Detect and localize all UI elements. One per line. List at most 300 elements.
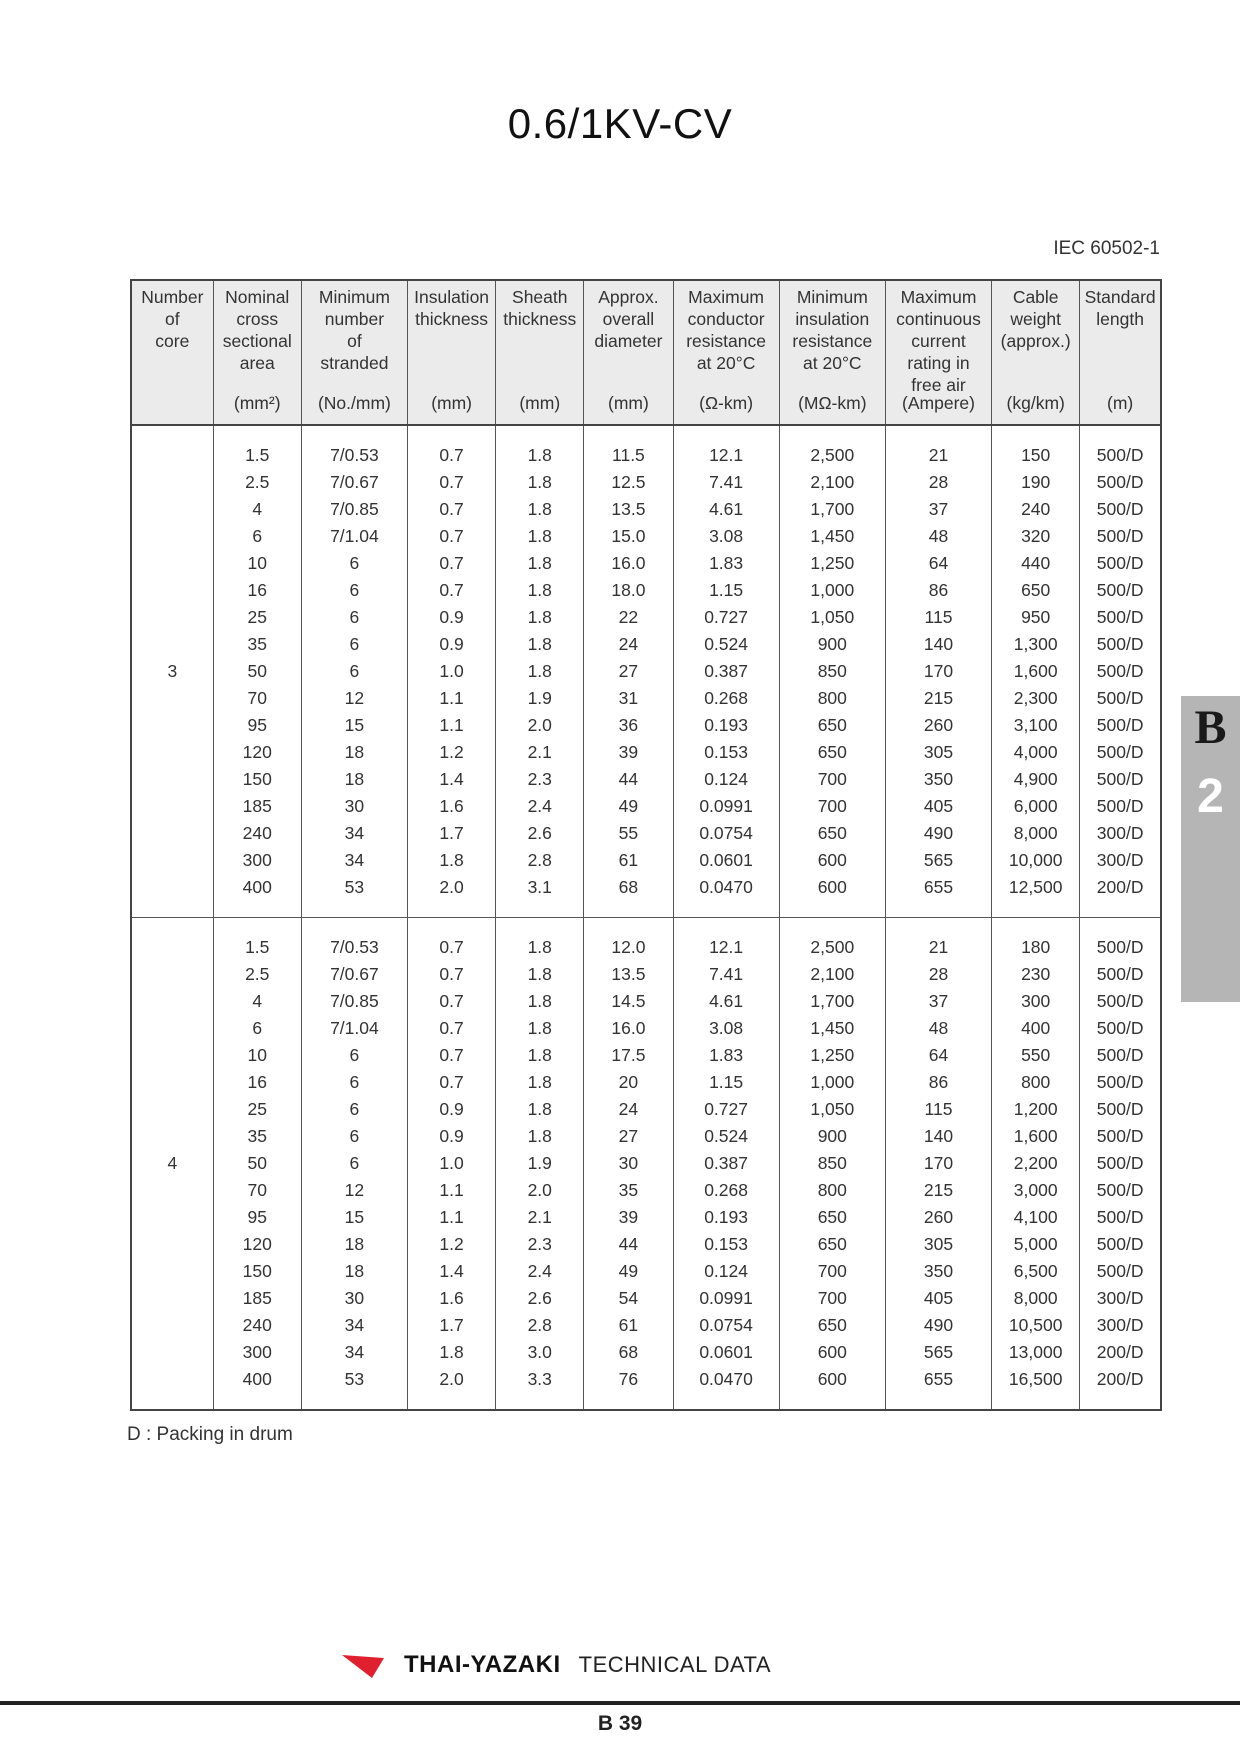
table-cell: 1.8 bbox=[527, 937, 552, 957]
table-cell: 1,600 bbox=[1013, 1126, 1058, 1146]
table-cell: 14.5 bbox=[611, 991, 646, 1011]
table-cell: 1.8 bbox=[527, 499, 552, 519]
table-cell: 0.153 bbox=[704, 1234, 748, 1254]
column-header-label: Minimum bbox=[318, 287, 390, 307]
table-cell: 12,500 bbox=[1008, 877, 1063, 897]
table-cell: 240 bbox=[1021, 499, 1051, 519]
table-cell: 4,900 bbox=[1013, 769, 1058, 789]
table-cell: 1.0 bbox=[439, 661, 464, 681]
table-cell: 850 bbox=[817, 1153, 847, 1173]
table-cell: 1.8 bbox=[527, 1126, 552, 1146]
table-cell: 25 bbox=[247, 1099, 267, 1119]
table-cell: 650 bbox=[817, 1234, 847, 1254]
table-cell: 2.0 bbox=[527, 715, 552, 735]
table-cell: 12.1 bbox=[709, 445, 744, 465]
column-unit: (mm) bbox=[431, 393, 472, 413]
table-cell: 305 bbox=[923, 742, 954, 762]
table-cell: 0.7 bbox=[439, 553, 464, 573]
table-cell: 0.0601 bbox=[699, 850, 753, 870]
table-cell: 0.7 bbox=[439, 580, 464, 600]
table-cell: 36 bbox=[618, 715, 639, 735]
table-cell: 34 bbox=[344, 823, 365, 843]
table-cell: 7/0.85 bbox=[330, 991, 379, 1011]
table-cell: 550 bbox=[1021, 1045, 1051, 1065]
table-cell: 1.4 bbox=[439, 769, 464, 789]
packing-note: D : Packing in drum bbox=[127, 1424, 293, 1445]
table-cell: 655 bbox=[923, 877, 954, 897]
brand-logo-flag-icon bbox=[342, 1652, 384, 1678]
table-cell: 1,450 bbox=[810, 526, 855, 546]
table-cell: 49 bbox=[618, 1261, 639, 1281]
column-unit: (MΩ-km) bbox=[798, 393, 867, 413]
table-cell: 64 bbox=[928, 1045, 949, 1065]
table-cell: 18 bbox=[344, 1234, 365, 1254]
table-cell: 400 bbox=[242, 1369, 272, 1389]
table-cell: 39 bbox=[618, 742, 639, 762]
table-cell: 6 bbox=[349, 1099, 360, 1119]
table-cell: 6 bbox=[349, 661, 360, 681]
table-cell: 13.5 bbox=[611, 964, 646, 984]
table-cell: 3.1 bbox=[527, 877, 552, 897]
table-cell: 17.5 bbox=[611, 1045, 646, 1065]
table-cell: 35 bbox=[247, 634, 267, 654]
table-cell: 500/D bbox=[1096, 1045, 1144, 1065]
column-area bbox=[213, 918, 301, 1411]
table-cell: 4 bbox=[252, 991, 263, 1011]
table-cell: 24 bbox=[618, 634, 639, 654]
table-cell: 1,200 bbox=[1013, 1099, 1058, 1119]
table-cell: 2.1 bbox=[527, 1207, 552, 1227]
column-unit: (Ampere) bbox=[902, 393, 975, 413]
table-cell: 70 bbox=[247, 688, 267, 708]
table-cell: 25 bbox=[247, 607, 267, 627]
table-cell: 12.5 bbox=[611, 472, 646, 492]
column-header-label: of bbox=[347, 331, 362, 351]
table-cell: 7/0.67 bbox=[330, 472, 379, 492]
table-cell: 320 bbox=[1021, 526, 1051, 546]
table-cell: 500/D bbox=[1096, 991, 1144, 1011]
column-header bbox=[584, 280, 673, 425]
table-cell: 3,000 bbox=[1013, 1180, 1058, 1200]
column-insulation bbox=[408, 425, 496, 918]
table-cell: 150 bbox=[242, 769, 272, 789]
table-cell: 48 bbox=[928, 526, 949, 546]
column-header-label: insulation bbox=[795, 309, 870, 329]
column-header-label: length bbox=[1096, 309, 1144, 329]
table-cell: 0.0470 bbox=[699, 1369, 753, 1389]
table-cell: 200/D bbox=[1096, 877, 1144, 897]
table-cell: 0.0991 bbox=[699, 796, 753, 816]
table-cell: 2,100 bbox=[810, 472, 855, 492]
table-cell: 31 bbox=[618, 688, 639, 708]
column-header-label: free air bbox=[911, 375, 966, 395]
table-cell: 1.1 bbox=[439, 1207, 464, 1227]
table-cell: 18 bbox=[344, 1261, 365, 1281]
table-cell: 1.9 bbox=[527, 1153, 552, 1173]
table-cell: 1.5 bbox=[245, 937, 270, 957]
table-cell: 405 bbox=[923, 796, 954, 816]
page-number: B 39 bbox=[597, 1712, 643, 1735]
table-cell: 1,050 bbox=[810, 607, 855, 627]
table-cell: 1.15 bbox=[709, 580, 744, 600]
table-cell: 400 bbox=[242, 877, 272, 897]
table-cell: 300/D bbox=[1096, 1288, 1144, 1308]
table-cell: 16 bbox=[247, 580, 267, 600]
table-cell: 0.0991 bbox=[699, 1288, 753, 1308]
table-cell: 53 bbox=[344, 1369, 365, 1389]
table-cell: 1.8 bbox=[439, 850, 464, 870]
column-header bbox=[992, 280, 1080, 425]
table-row-group bbox=[131, 918, 1161, 1411]
table-cell: 30 bbox=[344, 796, 365, 816]
table-cell: 13,000 bbox=[1008, 1342, 1063, 1362]
table-cell: 53 bbox=[344, 877, 365, 897]
table-cell: 1.8 bbox=[527, 472, 552, 492]
column-header-label: core bbox=[155, 331, 190, 351]
table-cell: 120 bbox=[242, 1234, 272, 1254]
table-cell: 44 bbox=[618, 769, 639, 789]
table-cell: 1.8 bbox=[439, 1342, 464, 1362]
table-cell: 7/0.85 bbox=[330, 499, 379, 519]
table-cell: 0.7 bbox=[439, 445, 464, 465]
table-cell: 0.124 bbox=[704, 769, 748, 789]
table-cell: 48 bbox=[928, 1018, 949, 1038]
table-cell: 190 bbox=[1021, 472, 1051, 492]
table-cell: 115 bbox=[924, 1099, 953, 1119]
table-cell: 4,100 bbox=[1013, 1207, 1058, 1227]
table-cell: 16 bbox=[247, 1072, 267, 1092]
table-cell: 700 bbox=[817, 796, 847, 816]
table-cell: 12.1 bbox=[709, 937, 744, 957]
table-cell: 1.9 bbox=[527, 688, 552, 708]
table-cell: 500/D bbox=[1096, 1261, 1144, 1281]
table-cell: 300/D bbox=[1096, 1315, 1144, 1335]
table-cell: 600 bbox=[817, 877, 847, 897]
table-cell: 49 bbox=[618, 796, 639, 816]
column-header bbox=[301, 280, 407, 425]
table-cell: 10 bbox=[247, 553, 267, 573]
table-cell: 1,600 bbox=[1013, 661, 1058, 681]
table-cell: 500/D bbox=[1096, 1234, 1144, 1254]
table-cell: 300/D bbox=[1096, 823, 1144, 843]
table-cell: 0.7 bbox=[439, 991, 464, 1011]
column-area bbox=[213, 425, 301, 918]
table-cell: 500/D bbox=[1096, 1153, 1144, 1173]
column-header bbox=[1080, 280, 1161, 425]
table-cell: 1.8 bbox=[527, 607, 552, 627]
table-cell: 37 bbox=[928, 991, 949, 1011]
table-cell: 490 bbox=[923, 823, 954, 843]
table-cell: 35 bbox=[247, 1126, 267, 1146]
table-cell: 6 bbox=[349, 1072, 360, 1092]
table-cell: 28 bbox=[928, 964, 949, 984]
table-cell: 6 bbox=[349, 580, 360, 600]
table-cell: 500/D bbox=[1096, 688, 1144, 708]
column-insulation bbox=[408, 918, 496, 1411]
table-cell: 0.727 bbox=[704, 1099, 748, 1119]
table-cell: 0.9 bbox=[439, 1099, 464, 1119]
column-header-label: Standard bbox=[1084, 287, 1156, 307]
table-cell: 230 bbox=[1021, 964, 1051, 984]
brand-tagline: TECHNICAL DATA bbox=[578, 1652, 772, 1677]
table-cell: 8,000 bbox=[1013, 1288, 1058, 1308]
column-header-label: Nominal bbox=[225, 287, 290, 307]
table-cell: 10,500 bbox=[1008, 1315, 1063, 1335]
column-header-label: area bbox=[239, 353, 275, 373]
table-cell: 185 bbox=[242, 1288, 272, 1308]
column-header-label: Insulation bbox=[414, 287, 490, 307]
table-cell: 0.153 bbox=[704, 742, 748, 762]
table-cell: 140 bbox=[923, 634, 954, 654]
table-cell: 2.6 bbox=[527, 823, 552, 843]
table-cell: 68 bbox=[618, 877, 639, 897]
table-cell: 2,500 bbox=[810, 445, 855, 465]
table-cell: 0.9 bbox=[439, 607, 464, 627]
table-cell: 12.0 bbox=[611, 937, 646, 957]
table-cell: 2.5 bbox=[245, 472, 270, 492]
column-unit: (Ω-km) bbox=[699, 393, 754, 413]
table-cell: 6 bbox=[252, 1018, 263, 1038]
table-cell: 6 bbox=[349, 634, 360, 654]
table-cell: 2,200 bbox=[1013, 1153, 1058, 1173]
table-header-row bbox=[131, 280, 1161, 425]
table-cell: 1.8 bbox=[527, 553, 552, 573]
table-cell: 1,000 bbox=[810, 580, 855, 600]
table-cell: 0.124 bbox=[704, 1261, 748, 1281]
column-header-label: continuous bbox=[896, 309, 981, 329]
column-header bbox=[131, 280, 213, 425]
table-cell: 13.5 bbox=[611, 499, 646, 519]
table-cell: 1.8 bbox=[527, 991, 552, 1011]
table-cell: 650 bbox=[817, 1315, 847, 1335]
table-cell: 0.524 bbox=[704, 1126, 748, 1146]
table-cell: 10,000 bbox=[1008, 850, 1063, 870]
table-cell: 1.6 bbox=[439, 796, 464, 816]
column-header-label: Number bbox=[141, 287, 204, 307]
table-cell: 500/D bbox=[1096, 1180, 1144, 1200]
table-cell: 900 bbox=[817, 1126, 847, 1146]
table-cell: 650 bbox=[817, 1207, 847, 1227]
column-header-label: Sheath bbox=[512, 287, 568, 307]
table-cell: 12 bbox=[344, 1180, 365, 1200]
column-resistance bbox=[673, 425, 779, 918]
table-cell: 2.4 bbox=[527, 796, 552, 816]
column-resistance bbox=[673, 918, 779, 1411]
table-cell: 1.6 bbox=[439, 1288, 464, 1308]
table-cell: 1.0 bbox=[439, 1153, 464, 1173]
table-cell: 300/D bbox=[1096, 850, 1144, 870]
table-cell: 4,000 bbox=[1013, 742, 1058, 762]
table-cell: 500/D bbox=[1096, 499, 1144, 519]
column-diameter bbox=[584, 425, 673, 918]
table-cell: 655 bbox=[923, 1369, 954, 1389]
table-cell: 0.7 bbox=[439, 472, 464, 492]
column-header-label: stranded bbox=[320, 353, 389, 373]
table-cell: 18 bbox=[344, 769, 365, 789]
column-weight bbox=[992, 425, 1080, 918]
footer-brand bbox=[342, 1647, 771, 1683]
table-cell: 0.193 bbox=[704, 715, 748, 735]
table-cell: 0.9 bbox=[439, 1126, 464, 1146]
section-tab-number: 2 bbox=[1197, 770, 1224, 823]
table-cell: 2.0 bbox=[527, 1180, 552, 1200]
table-cell: 490 bbox=[923, 1315, 954, 1335]
table-cell: 27 bbox=[618, 1126, 639, 1146]
table-cell: 4 bbox=[252, 499, 263, 519]
table-cell: 2.8 bbox=[527, 850, 552, 870]
column-header-label: cross bbox=[236, 309, 279, 329]
table-cell: 1.8 bbox=[527, 1072, 552, 1092]
table-cell: 500/D bbox=[1096, 937, 1144, 957]
table-cell: 30 bbox=[618, 1153, 639, 1173]
page-title: 0.6/1KV-CV bbox=[507, 100, 733, 147]
table-cell: 34 bbox=[344, 1315, 365, 1335]
table-cell: 260 bbox=[923, 1207, 954, 1227]
table-cell: 0.0754 bbox=[699, 823, 753, 843]
table-cell: 950 bbox=[1021, 607, 1051, 627]
column-header-label: thickness bbox=[415, 309, 489, 329]
column-current bbox=[885, 425, 991, 918]
column-header bbox=[779, 280, 885, 425]
table-cell: 7/0.67 bbox=[330, 964, 379, 984]
standard-reference: IEC 60502-1 bbox=[1053, 238, 1160, 259]
table-cell: 170 bbox=[923, 1153, 954, 1173]
table-cell: 700 bbox=[817, 1261, 847, 1281]
table-cell: 0.387 bbox=[704, 1153, 748, 1173]
table-cell: 650 bbox=[817, 742, 847, 762]
table-cell: 140 bbox=[923, 1126, 954, 1146]
table-cell: 565 bbox=[923, 850, 954, 870]
table-cell: 76 bbox=[618, 1369, 639, 1389]
table-cell: 0.7 bbox=[439, 1018, 464, 1038]
table-cell: 2.3 bbox=[527, 1234, 552, 1254]
table-cell: 50 bbox=[247, 661, 267, 681]
table-cell: 1,700 bbox=[810, 499, 855, 519]
table-cell: 16.0 bbox=[611, 553, 646, 573]
table-cell: 0.0470 bbox=[699, 877, 753, 897]
table-cell: 18 bbox=[344, 742, 365, 762]
table-cell: 1,250 bbox=[810, 1045, 855, 1065]
column-header-label: of bbox=[165, 309, 180, 329]
table-cell: 61 bbox=[618, 850, 639, 870]
table-cell: 2.0 bbox=[439, 1369, 464, 1389]
column-unit: (mm) bbox=[608, 393, 649, 413]
table-cell: 86 bbox=[928, 580, 949, 600]
table-cell: 1,000 bbox=[810, 1072, 855, 1092]
column-weight bbox=[992, 918, 1080, 1411]
table-cell: 500/D bbox=[1096, 634, 1144, 654]
table-cell: 6 bbox=[349, 1153, 360, 1173]
table-cell: 12 bbox=[344, 688, 365, 708]
table-cell: 1,700 bbox=[810, 991, 855, 1011]
table-cell: 0.193 bbox=[704, 1207, 748, 1227]
table-cell: 50 bbox=[247, 1153, 267, 1173]
column-header-label: Maximum bbox=[688, 287, 765, 307]
table-cell: 2.1 bbox=[527, 742, 552, 762]
column-header-label: number bbox=[324, 309, 385, 329]
table-cell: 22 bbox=[618, 607, 639, 627]
table-cell: 37 bbox=[928, 499, 949, 519]
table-cell: 7/1.04 bbox=[330, 1018, 379, 1038]
table-cell: 1.8 bbox=[527, 1045, 552, 1065]
table-cell: 15 bbox=[344, 1207, 365, 1227]
table-cell: 8,000 bbox=[1013, 823, 1058, 843]
table-cell: 2,100 bbox=[810, 964, 855, 984]
column-header-label: weight bbox=[1010, 309, 1061, 329]
table-cell: 500/D bbox=[1096, 607, 1144, 627]
column-header bbox=[496, 280, 584, 425]
table-cell: 500/D bbox=[1096, 715, 1144, 735]
table-cell: 1.2 bbox=[439, 742, 464, 762]
table-cell: 24 bbox=[618, 1099, 639, 1119]
table-cell: 16,500 bbox=[1008, 1369, 1063, 1389]
table-cell: 0.9 bbox=[439, 634, 464, 654]
table-cell: 650 bbox=[817, 823, 847, 843]
table-cell: 800 bbox=[817, 688, 847, 708]
table-cell: 21 bbox=[928, 937, 949, 957]
footer-divider bbox=[0, 1701, 1240, 1705]
table-cell: 1.7 bbox=[439, 1315, 464, 1335]
table-cell: 7.41 bbox=[709, 964, 744, 984]
table-cell: 1.8 bbox=[527, 964, 552, 984]
column-header-label: conductor bbox=[687, 309, 765, 329]
table-cell: 0.7 bbox=[439, 526, 464, 546]
column-header-label: thickness bbox=[503, 309, 577, 329]
table-cell: 150 bbox=[1021, 445, 1051, 465]
table-cell: 600 bbox=[817, 1369, 847, 1389]
table-cell: 4.61 bbox=[709, 499, 744, 519]
table-cell: 3.08 bbox=[709, 1018, 744, 1038]
column-header-label: at 20°C bbox=[696, 353, 756, 373]
table-cell: 650 bbox=[1021, 580, 1051, 600]
table-cell: 650 bbox=[817, 715, 847, 735]
table-cell: 2,500 bbox=[810, 937, 855, 957]
table-cell: 500/D bbox=[1096, 964, 1144, 984]
table-cell: 0.0754 bbox=[699, 1315, 753, 1335]
table-cell: 180 bbox=[1021, 937, 1051, 957]
table-cell: 0.524 bbox=[704, 634, 748, 654]
table-cell: 500/D bbox=[1096, 553, 1144, 573]
table-cell: 500/D bbox=[1096, 796, 1144, 816]
table-cell: 500/D bbox=[1096, 1099, 1144, 1119]
table-cell: 200/D bbox=[1096, 1369, 1144, 1389]
table-cell: 2.4 bbox=[527, 1261, 552, 1281]
column-header-label: Minimum bbox=[796, 287, 868, 307]
brand-name: THAI-YAZAKI bbox=[404, 1651, 561, 1678]
table-cell: 4.61 bbox=[709, 991, 744, 1011]
table-cell: 61 bbox=[618, 1315, 639, 1335]
table-cell: 500/D bbox=[1096, 445, 1144, 465]
table-body bbox=[131, 425, 1161, 1410]
column-length bbox=[1080, 918, 1161, 1411]
column-header-label: diameter bbox=[594, 331, 663, 351]
table-cell: 1,450 bbox=[810, 1018, 855, 1038]
table-cell: 15.0 bbox=[611, 526, 646, 546]
table-cell: 95 bbox=[247, 715, 267, 735]
table-cell: 1.83 bbox=[709, 1045, 744, 1065]
column-header-label: current bbox=[911, 331, 966, 351]
table-cell: 400 bbox=[1021, 1018, 1051, 1038]
table-cell: 1.1 bbox=[439, 1180, 464, 1200]
table-cell: 0.0601 bbox=[699, 1342, 753, 1362]
table-cell: 1.4 bbox=[439, 1261, 464, 1281]
column-header bbox=[673, 280, 779, 425]
table-cell: 0.727 bbox=[704, 607, 748, 627]
table-cell: 2.6 bbox=[527, 1288, 552, 1308]
table-cell: 1.8 bbox=[527, 661, 552, 681]
table-cell: 11.5 bbox=[612, 445, 645, 465]
table-cell: 39 bbox=[618, 1207, 639, 1227]
